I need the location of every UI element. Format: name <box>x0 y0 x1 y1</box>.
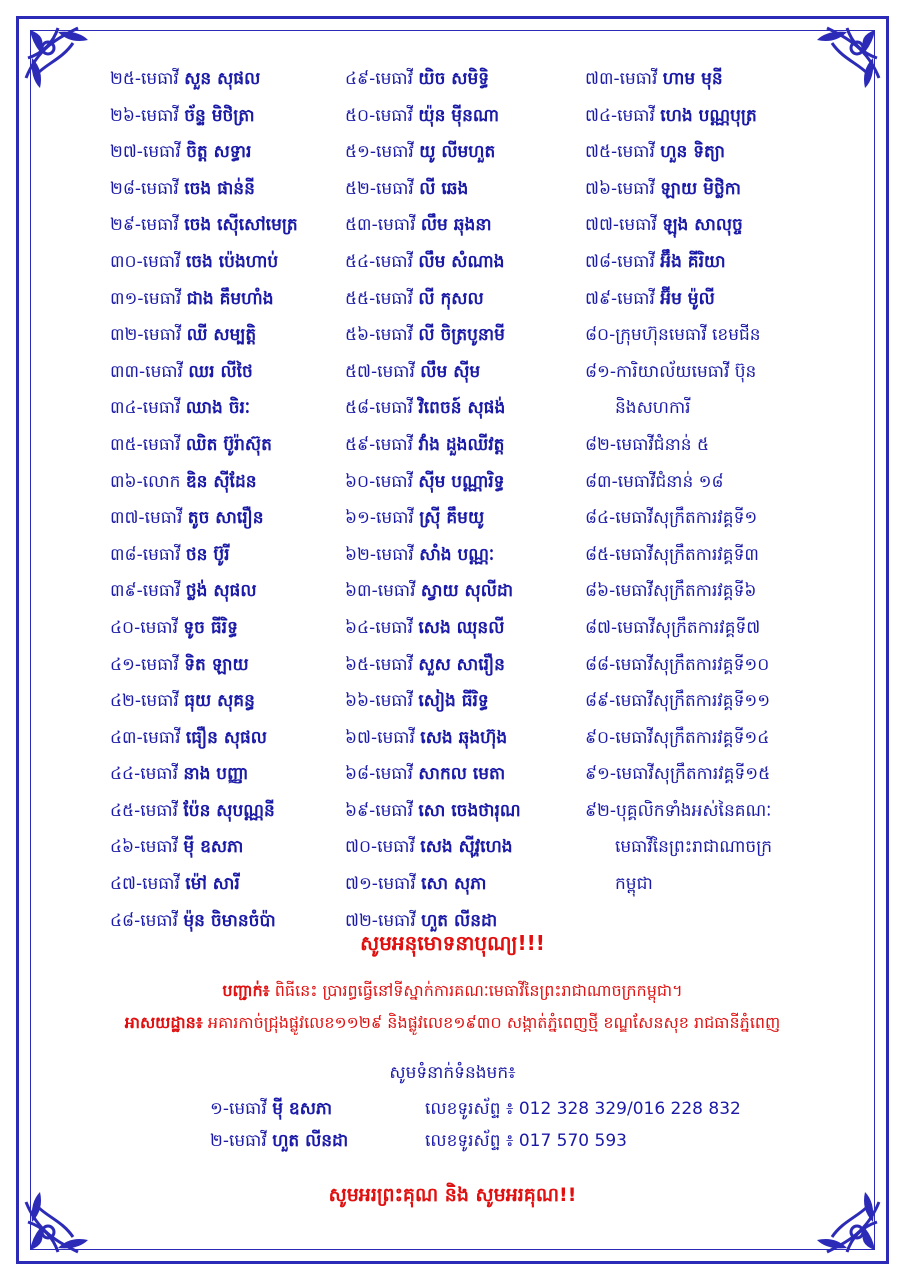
list-item-number: ៣៦-លោក <box>110 471 181 492</box>
list-item <box>585 139 772 176</box>
list-item-name: លឹម ឆុងនា <box>420 215 492 236</box>
list-item-name: វាំង ដួងឈីវត្ត <box>418 434 505 455</box>
list-item-number: ៤៤-មេធាវី <box>110 764 178 785</box>
list-item-name: ច័ន្ទ មិថិត្រា <box>184 105 255 126</box>
list-item-number: ៧៦-មេធាវី <box>585 178 655 199</box>
list-item-number: ៤០-មេធាវី <box>110 617 178 638</box>
list-item-name: ប៉ែន សុបណ្ណនី <box>183 800 275 821</box>
list-item-name: ហេង បណ្ណបុត្រ <box>660 105 757 126</box>
list-item-name: សួស សារឿន <box>418 654 505 675</box>
list-item-number: ៥៦-មេធាវី <box>345 325 413 346</box>
list-item <box>585 798 772 835</box>
list-item <box>345 176 521 213</box>
list-item-number: ៤៨-មេធាវី <box>110 910 178 931</box>
list-item <box>345 542 521 579</box>
list-item-number: ៧៨-មេធាវី <box>585 251 655 272</box>
list-item <box>110 249 298 286</box>
list-item <box>585 578 772 615</box>
contact-phone: លេខទូរស័ព្ទ ៖ 017 570 593 <box>425 1131 627 1151</box>
list-item <box>110 139 298 176</box>
list-item <box>345 578 521 615</box>
list-item-number: ៣៧-មេធាវី <box>110 508 183 529</box>
list-item <box>345 688 521 725</box>
list-item-number: កម្ពុជា <box>615 874 653 895</box>
list-item-name: សៀង ធីរិទ្ធ <box>418 691 489 712</box>
list-item <box>110 798 298 835</box>
list-item-name: ហួន ទិត្យា <box>660 142 725 163</box>
list-item-number: ៣៥-មេធាវី <box>110 434 181 455</box>
list-item-name: ធុយ សុគន្ធ <box>184 691 255 712</box>
list-item-number: ៨៦-មេធាវីសុក្រឹតការវគ្គទី៦ <box>585 581 757 602</box>
list-item-number: ៤១-មេធាវី <box>110 654 179 675</box>
list-item-number: ៦៤-មេធាវី <box>345 617 413 638</box>
list-item-name: អ៊ឹង គីរិយា <box>660 251 726 272</box>
list-item-name: អ៊ីម ម៉ូលី <box>660 288 715 309</box>
list-item <box>110 432 298 469</box>
list-item <box>110 469 298 506</box>
list-item-name: ម៉ៅ សារី <box>185 874 240 895</box>
list-item-name: យិច សមិទ្ធិ <box>418 69 490 89</box>
list-item-name: ឈាង ចិរៈ <box>185 398 251 419</box>
list-item-number: ៥៧-មេធាវី <box>345 361 415 382</box>
list-item <box>585 322 772 359</box>
list-item-name: លឹម ស៊ីម <box>420 361 481 382</box>
list-item-number: ៦១-មេធាវី <box>345 508 414 529</box>
list-item <box>585 359 772 396</box>
thanks-message: សូមអរព្រះគុណ និង សូមអរគុណ!! <box>328 1184 577 1206</box>
list-item <box>345 66 521 103</box>
name-list-column-1 <box>110 66 298 944</box>
list-item-number: ៣៨-មេធាវី <box>110 544 181 565</box>
list-item-number: ៥៥-មេធាវី <box>345 288 413 309</box>
contact-heading: សូមទំនាក់ទំនងមក៖ <box>389 1063 516 1083</box>
contact-row <box>210 1098 741 1123</box>
list-item-name: តូច សារឿន <box>187 508 264 529</box>
list-item-number: ៨៨-មេធាវីសុក្រឹតការវគ្គទី១០ <box>585 654 770 675</box>
list-item-number: ២៧-មេធាវី <box>110 142 181 163</box>
list-item-name: ហាម មុនី <box>662 69 723 89</box>
list-item-name: សេង ស៊ីវ្ហហេង <box>420 837 513 858</box>
list-item-name: ឈរ លីថៃ <box>188 361 253 382</box>
list-item <box>345 469 521 506</box>
list-item <box>585 212 772 249</box>
list-item-name: នាង បញ្ញា <box>183 764 249 785</box>
list-item <box>585 176 772 213</box>
list-item <box>110 176 298 213</box>
list-item <box>345 834 521 871</box>
list-item <box>585 834 772 871</box>
list-item-number: ៤៩-មេធាវី <box>345 69 413 89</box>
list-item-number: ៤៣-មេធាវី <box>110 727 181 748</box>
list-item-number: ៦២-មេធាវី <box>345 544 414 565</box>
list-item-number: ៥២-មេធាវី <box>345 178 414 199</box>
list-item-name: សាកល មេតា <box>418 764 506 785</box>
list-item-number: ៤២-មេធាវី <box>110 691 179 712</box>
list-item <box>110 505 298 542</box>
list-item-number: ៣៤-មេធាវី <box>110 398 181 419</box>
list-item-name: យូ លីមហួត <box>419 142 496 163</box>
list-item-number: ៦៣-មេធាវី <box>345 581 416 602</box>
list-item <box>585 505 772 542</box>
list-item <box>345 249 521 286</box>
list-item-name: ស្វាយ សុលីដា <box>420 581 514 602</box>
list-item-number: ៨៣-មេធាវីជំនាន់ ១៨ <box>585 471 724 492</box>
list-item-number: ៥០-មេធាវី <box>345 105 413 126</box>
address-text: អគារកាច់ជ្រុងផ្លូវលេខ១១២៩ និងផ្លូវលេខ១៩៣០ សង្កាត់ភ្នំពេញថ្មី ខណ្ឌសែនសុខ រាជធានីភ្នំពេញ <box>202 1013 781 1032</box>
list-item-number: ៣៣-មេធាវី <box>110 361 183 382</box>
list-item <box>110 578 298 615</box>
list-item-number: ២៦-មេធាវី <box>110 105 179 126</box>
list-item-name: លី ឆេង <box>419 178 469 199</box>
list-item-name: ម៉ុន ចិមានចំប៉ា <box>183 910 276 931</box>
list-item-number: និងសហការី <box>615 398 691 419</box>
list-item <box>345 761 521 798</box>
list-item-name: សេង ឈុនលី <box>418 617 505 638</box>
list-item-name: សោ ចេងថារុណ <box>418 800 521 821</box>
list-item-name: សួន សុផល <box>184 69 261 89</box>
list-item-number: ៥៣-មេធាវី <box>345 215 416 236</box>
list-item-name: លី កុសល <box>418 288 484 309</box>
contact-phone: លេខទូរស័ព្ទ ៖ 012 328 329/016 228 832 <box>425 1099 741 1119</box>
list-item <box>110 652 298 689</box>
list-item <box>585 761 772 798</box>
list-item <box>345 395 521 432</box>
address-line <box>0 1012 905 1036</box>
list-item-number: ៦០-មេធាវី <box>345 471 413 492</box>
name-list-column-3 <box>585 66 772 908</box>
list-item <box>110 359 298 396</box>
list-item <box>585 725 772 762</box>
list-item-name: ថ្លង់ សុផល <box>185 581 257 602</box>
list-item-name: ឈិត ប៊ូរ៉ាស៊ុត <box>185 434 272 455</box>
list-item <box>585 469 772 506</box>
list-item-number: ៧៧-មេធាវី <box>585 215 657 236</box>
list-item-number: មេធាវីនៃព្រះរាជាណាចក្រ <box>615 837 773 858</box>
list-item-name: ចេង ស៊ើសៅមេត្រ <box>184 215 298 236</box>
list-item <box>345 432 521 469</box>
list-item <box>345 652 521 689</box>
list-item-name: ម៉ី ឧសភា <box>183 837 244 858</box>
list-item-number: ៨៤-មេធាវីសុក្រឹតការវគ្គទី១ <box>585 508 758 529</box>
list-item-number: ៧៥-មេធាវី <box>585 142 655 163</box>
list-item <box>110 615 298 652</box>
list-item <box>110 725 298 762</box>
list-item <box>345 286 521 323</box>
list-item-number: ៥៨-មេធាវី <box>345 398 413 419</box>
list-item <box>585 395 772 432</box>
list-item-name: ស្រ៊ី គឹមយូ <box>419 508 485 529</box>
list-item <box>345 615 521 652</box>
list-item-number: ៦៥-មេធាវី <box>345 654 413 675</box>
list-item <box>585 542 772 579</box>
list-item <box>110 286 298 323</box>
list-item-number: ២៨-មេធាវី <box>110 178 179 199</box>
list-item-number: ៦៩-មេធាវី <box>345 800 413 821</box>
list-item-number: ៧៩-មេធាវី <box>585 288 655 309</box>
list-item <box>585 432 772 469</box>
list-item-number: ៣០-មេធាវី <box>110 251 181 272</box>
contact-number: ១-មេធាវី <box>210 1099 273 1119</box>
list-item-number: ៨០-ក្រុមហ៊ុនមេធាវី ខេមជីន <box>585 325 761 346</box>
list-item <box>345 725 521 762</box>
list-item-name: ឌិន ស៊ីដែន <box>185 471 257 492</box>
list-item-number: ៥១-មេធាវី <box>345 142 414 163</box>
list-item-number: ៣១-មេធាវី <box>110 288 182 309</box>
list-item <box>110 212 298 249</box>
list-item-number: ៤៦-មេធាវី <box>110 837 178 858</box>
contact-number: ២-មេធាវី <box>210 1131 273 1151</box>
list-item-number: ៩១-មេធាវីសុក្រឹតការវគ្គទី១៥ <box>585 764 771 785</box>
list-item-name: លី ចិត្របូនាមី <box>418 325 505 346</box>
list-item-name: ជាង គឹមហាំង <box>186 288 274 309</box>
ornament-corner-icon <box>767 18 887 138</box>
list-item-name: ឈី សម្បត្តិ <box>186 325 257 346</box>
list-item-number: ៦៧-មេធាវី <box>345 727 415 748</box>
list-item-name: ទូច ធីរិទ្ធ <box>183 617 238 638</box>
list-item-name: សាំង បណ្ណៈ <box>419 544 495 565</box>
name-list-column-2 <box>345 66 521 944</box>
list-item-number: ៨៩-មេធាវីសុក្រឹតការវគ្គទី១១ <box>585 691 771 712</box>
list-item-name: ចេង ផាន់នី <box>184 178 255 199</box>
list-item <box>345 871 521 908</box>
contact-row <box>210 1130 627 1155</box>
list-item <box>345 359 521 396</box>
list-item-name: យ៉ុន ម៉ីនណា <box>418 105 500 126</box>
list-item <box>110 395 298 432</box>
list-item <box>585 249 772 286</box>
list-item <box>110 542 298 579</box>
list-item-number: ៦៨-មេធាវី <box>345 764 413 785</box>
list-item <box>585 615 772 652</box>
list-item-number: ៧១-មេធាវី <box>345 874 416 895</box>
list-item-name: ឡាយ មិថ្លិកា <box>660 178 741 199</box>
list-item-name: លឹម សំណាង <box>418 251 505 272</box>
list-item-name: ហួត លីនដា <box>421 910 498 931</box>
list-item <box>585 103 772 140</box>
list-item-number: ៥៤-មេធាវី <box>345 251 413 272</box>
list-item <box>345 103 521 140</box>
list-item <box>345 212 521 249</box>
list-item <box>345 798 521 835</box>
list-item-number: ៧០-មេធាវី <box>345 837 415 858</box>
list-item <box>585 688 772 725</box>
list-item <box>110 322 298 359</box>
note-text: ពិធីនេះ ប្រារព្ធធ្វើនៅទីស្នាក់ការគណៈមេធាវីនៃព្រះរាជាណាចក្រកម្ពុជា។ <box>269 981 683 1000</box>
list-item-number: ៤៧-មេធាវី <box>110 874 180 895</box>
list-item-number: ៨៧-មេធាវីសុក្រឹតការវគ្គទី៧ <box>585 617 761 638</box>
closing-blessing: សូមអនុមោទនាបុណ្យ!!! <box>360 931 545 955</box>
list-item-name: ចិត្ត សទ្ធារ <box>186 142 252 163</box>
list-item-number: ៩០-មេធាវីសុក្រឹតការវគ្គទី១៤ <box>585 727 770 748</box>
list-item <box>585 871 772 908</box>
note-line <box>0 980 905 1004</box>
list-item-number: ៧២-មេធាវី <box>345 910 416 931</box>
list-item-number: ៥៩-មេធាវី <box>345 434 413 455</box>
list-item-name: ស៊ីម បណ្ណារិទ្ធ <box>418 471 505 492</box>
list-item-number: ៧៣-មេធាវី <box>585 69 658 89</box>
list-item-number: ៨៥-មេធាវីសុក្រឹតការវគ្គទី៣ <box>585 544 759 565</box>
list-item-number: ៩២-បុគ្គលិកទាំងអស់នៃគណៈ <box>585 800 772 821</box>
list-item-name: សោ សុភា <box>421 874 487 895</box>
list-item-number: ៤៥-មេធាវី <box>110 800 178 821</box>
list-item-name: ឡុង សាលុច្ច <box>662 215 743 236</box>
list-item <box>345 139 521 176</box>
list-item <box>110 834 298 871</box>
list-item <box>110 761 298 798</box>
contact-name: ម៉ី ឧសភា <box>272 1099 333 1119</box>
list-item-number: ២៥-មេធាវី <box>110 69 179 89</box>
list-item-name: ទិត ឡាយ <box>184 654 249 675</box>
list-item-name: ចេង ប៉េងហាប់ <box>185 251 279 272</box>
list-item-number: ៧៤-មេធាវី <box>585 105 655 126</box>
contact-name: ហួត លីនដា <box>272 1131 349 1151</box>
list-item <box>345 322 521 359</box>
list-item-number: ៣៩-មេធាវី <box>110 581 181 602</box>
list-item-number: ៨១-ការិយាល័យមេធាវី ប៊ុន <box>585 361 757 382</box>
list-item-number: ៣២-មេធាវី <box>110 325 182 346</box>
address-label: អាសយដ្ឋាន៖ <box>124 1013 203 1032</box>
list-item-name: ធឿន សុផល <box>185 727 267 748</box>
list-item <box>110 66 298 103</box>
list-item <box>345 505 521 542</box>
list-item <box>110 103 298 140</box>
list-item <box>110 688 298 725</box>
list-item-name: វិពេចន៍ សុផង់ <box>418 398 506 419</box>
list-item-number: ៦៦-មេធាវី <box>345 691 413 712</box>
list-item-name: សេង ឆុងហ៊ុង <box>420 727 508 748</box>
note-label: បញ្ជាក់៖ <box>222 981 270 1000</box>
list-item-number: ៨២-មេធាវីជំនាន់ ៥ <box>585 434 710 455</box>
list-item <box>585 286 772 323</box>
list-item <box>585 66 772 103</box>
list-item-number: ២៩-មេធាវី <box>110 215 179 236</box>
list-item <box>110 871 298 908</box>
list-item <box>585 652 772 689</box>
list-item-name: ថន ប៊ូរី <box>185 544 230 565</box>
